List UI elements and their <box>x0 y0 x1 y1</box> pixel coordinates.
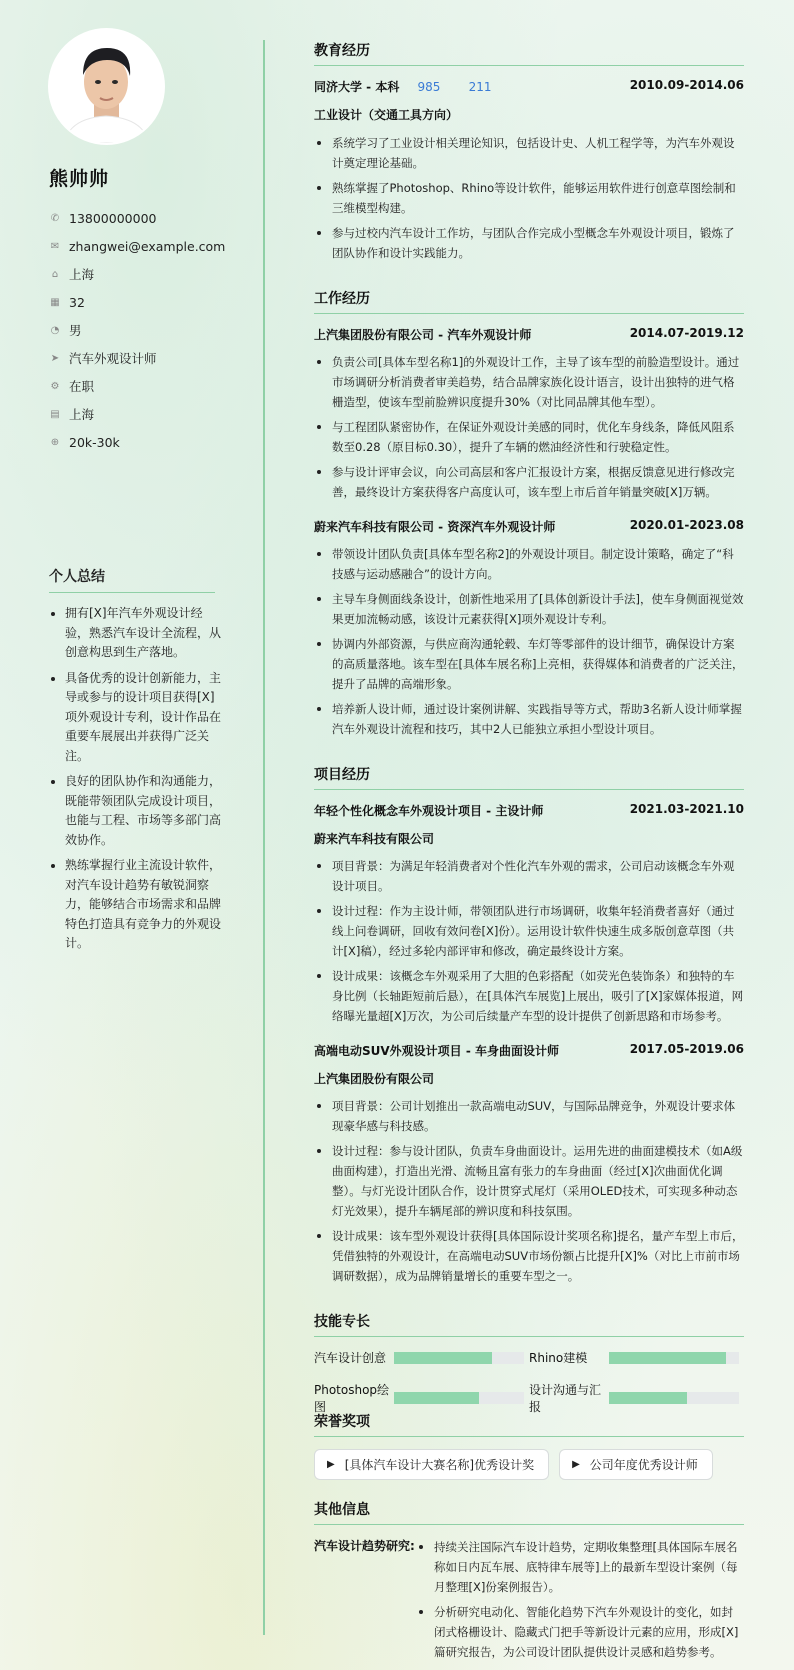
list-item: 具备优秀的设计创新能力，主导或参与的设计项目获得[X]项外观设计专利，设计作品在重要车展展出并获得广泛关注。 <box>49 669 224 767</box>
list-item: 熟练掌握行业主流设计软件，对汽车设计趋势有敏锐洞察力，能够结合市场需求和品牌特色打造具有竞争力的外观设计。 <box>49 856 224 954</box>
contact-info <box>49 204 249 456</box>
tag-211: 211 <box>468 80 492 94</box>
education-major: 工业设计（交通工具方向） <box>314 108 459 122</box>
list-item: 良好的团队协作和沟通能力，既能带领团队完成设计项目，也能与工程、市场等多部门高效协作。 <box>49 772 224 850</box>
award-item <box>314 1449 549 1480</box>
skill-item <box>314 1381 529 1415</box>
project-header <box>314 1042 744 1059</box>
email-value: zhangwei@example.com <box>69 238 226 254</box>
award-item <box>559 1449 713 1480</box>
gear-icon: ⚙ <box>50 380 60 392</box>
other-section <box>314 1537 744 1667</box>
award-label: 公司年度优秀设计师 <box>589 1458 698 1472</box>
skill-bar <box>609 1392 739 1404</box>
list-item: 协调内外部资源，与供应商沟通轮毂、车灯等零部件的设计细节，确保设计方案的高质量落地。该车型在[具体车展名称]上亮相，获得媒体和消费者的广泛关注，提升了品牌的高端形象。 <box>314 634 744 694</box>
play-icon: ▶ <box>327 1459 335 1470</box>
list-item: 系统学习了工业设计相关理论知识，包括设计史、人机工程学等，为汽车外观设计奠定理论基础。 <box>314 133 744 173</box>
job-date: 2020.01-2023.08 <box>629 518 744 532</box>
job-header <box>314 326 744 343</box>
salary-value: 20k-30k <box>69 434 120 450</box>
list-item: 设计过程：参与设计团队，负责车身曲面设计。运用先进的曲面建模技术（如A级曲面构建），打造出光滑、流畅且富有张力的车身曲面（经过[X]次曲面优化调整）。与灯光设计团队合作，设计贯穿式尾灯（采用OLED技术，可实现多种动态灯光效果），提升车辆尾部的辨识度和科技氛围。 <box>314 1141 744 1221</box>
info-email <box>49 232 249 260</box>
awards-heading: 荣誉奖项 <box>314 1411 744 1437</box>
skill-bar-fill <box>609 1352 726 1364</box>
skill-label: Rhino建模 <box>529 1351 588 1365</box>
project-date: 2021.03-2021.10 <box>629 802 744 816</box>
send-icon: ➤ <box>50 352 60 364</box>
award-label: [具体汽车设计大赛名称]优秀设计奖 <box>344 1458 535 1472</box>
info-phone <box>49 204 249 232</box>
city-value: 上海 <box>69 407 95 422</box>
skill-item <box>529 1349 744 1366</box>
location-value: 上海 <box>69 267 95 282</box>
job-header <box>314 518 744 535</box>
skill-label: 设计沟通与汇报 <box>529 1383 602 1414</box>
list-item: 与工程团队紧密协作，在保证外观设计美感的同时，优化车身线条，降低风阻系数至0.28（原目标0.30），提升了车辆的燃油经济性和行驶稳定性。 <box>314 417 744 457</box>
project-company: 蔚来汽车科技有限公司 <box>314 832 435 846</box>
other-list <box>416 1537 744 1667</box>
age-value: 32 <box>69 294 85 310</box>
job-title: 上汽集团股份有限公司 - 汽车外观设计师 <box>314 328 532 342</box>
tag-985: 985 <box>417 80 441 94</box>
list-item: 分析研究电动化、智能化趋势下汽车外观设计的变化，如封闭式格栅设计、隐藏式门把手等新设计元素的应用，形成[X]篇研究报告，为公司设计团队提供设计灵感和趋势参考。 <box>416 1602 744 1662</box>
mail-icon: ✉ <box>50 240 60 252</box>
skills-row <box>314 1381 744 1415</box>
skill-bar <box>609 1352 739 1364</box>
other-heading: 其他信息 <box>314 1499 744 1525</box>
list-item: 拥有[X]年汽车外观设计经验，熟悉汽车设计全流程，从创意构思到生产落地。 <box>49 604 224 663</box>
education-list <box>314 133 744 268</box>
skill-item <box>314 1349 529 1366</box>
skill-label: 汽车设计创意 <box>314 1351 387 1365</box>
skill-label: Photoshop绘图 <box>314 1383 390 1414</box>
phone-value: 13800000000 <box>69 210 157 226</box>
info-age <box>49 288 249 316</box>
info-title <box>49 344 249 372</box>
list-item: 设计过程：作为主设计师，带领团队进行市场调研，收集年轻消费者喜好（通过线上问卷调研，回收有效问卷[X]份）。运用设计软件快速生成多版创意草图（共计[X]稿），经过多轮内部评审和修改，确定最终设计方案。 <box>314 901 744 961</box>
project-company: 上汽集团股份有限公司 <box>314 1072 435 1086</box>
list-item: 项目背景：为满足年轻消费者对个性化汽车外观的需求，公司启动该概念车外观设计项目。 <box>314 856 744 896</box>
project-date: 2017.05-2019.06 <box>629 1042 744 1056</box>
info-salary <box>49 428 249 456</box>
list-item: 参与过校内汽车设计工作坊，与团队合作完成小型概念车外观设计项目，锻炼了团队协作和设计实践能力。 <box>314 223 744 263</box>
job-date: 2014.07-2019.12 <box>629 326 744 340</box>
list-item: 设计成果：该概念车外观采用了大胆的色彩搭配（如荧光色装饰条）和独特的车身比例（长轴距短前后悬），在[具体汽车展览]上展出，吸引了[X]家媒体报道，网络曝光量超[X]万次，为公司后续量产车型的设计提供了创新思路和市场参考。 <box>314 966 744 1026</box>
list-item: 参与设计评审会议，向公司高层和客户汇报设计方案，根据反馈意见进行修改完善，最终设计方案获得客户高度认可，该车型上市后首年销量突破[X]万辆。 <box>314 462 744 502</box>
other-label: 汽车设计趋势研究: <box>314 1539 415 1553</box>
job-list <box>314 544 744 744</box>
project-list <box>314 856 744 1031</box>
phone-icon: ✆ <box>50 212 60 224</box>
gender-icon: ◔ <box>50 324 60 336</box>
education-header <box>314 78 744 95</box>
info-status <box>49 372 249 400</box>
skill-item <box>529 1381 744 1415</box>
project-header <box>314 802 744 819</box>
skill-bar <box>394 1352 524 1364</box>
list-item: 设计成果：该车型外观设计获得[具体国际设计奖项名称]提名，量产车型上市后，凭借独特的外观设计，在高端电动SUV市场份额占比提升[X]%（对比上市前市场调研数据），成为品牌销量增长的重要车型之一。 <box>314 1226 744 1286</box>
skills-row <box>314 1349 744 1366</box>
list-item: 熟练掌握了Photoshop、Rhino等设计软件，能够运用软件进行创意草图绘制和三维模型构建。 <box>314 178 744 218</box>
building-icon: ▤ <box>50 408 60 420</box>
skill-bar-fill <box>394 1352 492 1364</box>
list-item: 项目背景：公司计划推出一款高端电动SUV，与国际品牌竞争，外观设计要求体现豪华感与科技感。 <box>314 1096 744 1136</box>
summary-list <box>49 604 224 960</box>
work-heading: 工作经历 <box>314 288 744 314</box>
title-value: 汽车外观设计师 <box>69 351 157 366</box>
project-title: 高端电动SUV外观设计项目 - 车身曲面设计师 <box>314 1044 560 1058</box>
list-item: 负责公司[具体车型名称1]的外观设计工作，主导了该车型的前脸造型设计。通过市场调研分析消费者审美趋势，结合品牌家族化设计语言，设计出独特的进气格栅造型，使该车型前脸辨识度提升30%（对比同品牌其他车型）。 <box>314 352 744 412</box>
education-date: 2010.09-2014.06 <box>629 78 744 92</box>
list-item: 主导车身侧面线条设计，创新性地采用了[具体创新设计手法]，使车身侧面视觉效果更加流畅动感，该设计元素获得[X]项外观设计专利。 <box>314 589 744 629</box>
play-icon: ▶ <box>572 1459 580 1470</box>
skill-bar <box>394 1392 524 1404</box>
column-divider <box>263 40 265 1635</box>
education-school-line <box>314 78 492 95</box>
projects-heading: 项目经历 <box>314 764 744 790</box>
sidebar <box>0 0 263 1670</box>
school-name: 同济大学 - 本科 <box>314 80 400 94</box>
skills-heading: 技能专长 <box>314 1311 744 1337</box>
gender-value: 男 <box>69 323 82 338</box>
project-list <box>314 1096 744 1291</box>
education-heading: 教育经历 <box>314 40 744 66</box>
list-item: 持续关注国际汽车设计趋势，定期收集整理[具体国际车展名称如日内瓦车展、底特律车展等]上的最新车型设计案例（每月整理[X]份案例报告）。 <box>416 1537 744 1597</box>
job-list <box>314 352 744 507</box>
calendar-icon: ▦ <box>50 296 60 308</box>
avatar-portrait-icon <box>50 30 163 143</box>
skill-bar-fill <box>394 1392 479 1404</box>
home-icon: ⌂ <box>51 268 59 280</box>
skill-bar-fill <box>609 1392 687 1404</box>
info-city <box>49 400 249 428</box>
coin-icon: ⊕ <box>50 436 60 448</box>
job-title: 蔚来汽车科技有限公司 - 资深汽车外观设计师 <box>314 520 556 534</box>
info-gender <box>49 316 249 344</box>
awards-list <box>314 1449 713 1480</box>
project-title: 年轻个性化概念车外观设计项目 - 主设计师 <box>314 804 544 818</box>
candidate-name: 熊帅帅 <box>49 168 110 190</box>
list-item: 培养新人设计师，通过设计案例讲解、实践指导等方式，帮助3名新人设计师掌握汽车外观设计流程和技巧，其中2人已能独立承担小型设计项目。 <box>314 699 744 739</box>
list-item: 带领设计团队负责[具体车型名称2]的外观设计项目。制定设计策略，确定了“科技感与运动感融合”的设计方向。 <box>314 544 744 584</box>
info-location <box>49 260 249 288</box>
status-value: 在职 <box>69 379 95 394</box>
summary-heading: 个人总结 <box>49 566 215 593</box>
avatar <box>50 30 163 143</box>
